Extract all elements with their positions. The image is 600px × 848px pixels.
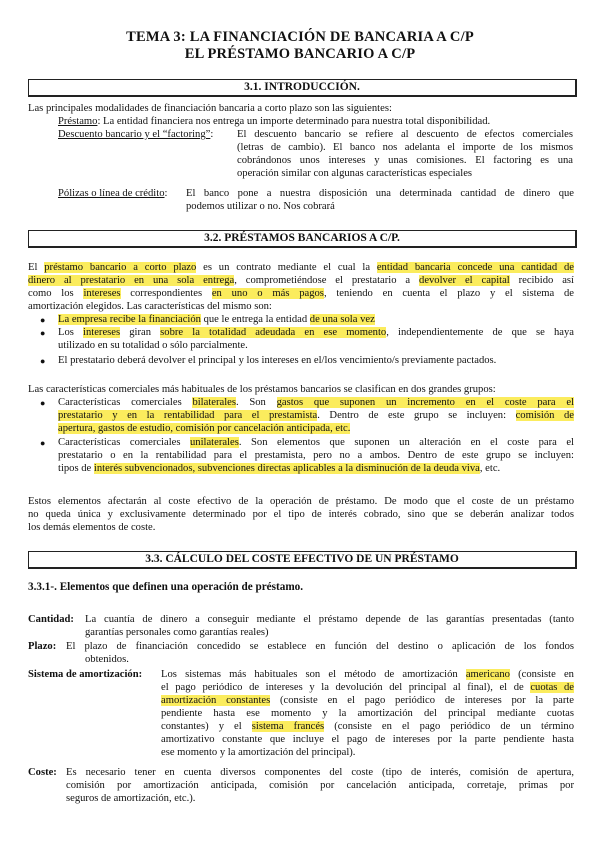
caracteristica-1: La empresa recibe la financiación que le entrega la entidad de una sola vez — [58, 314, 375, 325]
section-heading-3-2: 3.2. PRÉSTAMOS BANCARIOS A C/P. — [28, 230, 577, 248]
coste-line-3: seguros de amortización, etc.). — [66, 793, 196, 804]
grupos-intro: Las características comerciales más habituales de los préstamos bancarios se clasifican en dos grandes grupos: — [28, 384, 496, 395]
caracteristica-3: El prestatario deberá devolver el principal y los intereses en el/los vencimiento/s previamente pactados. — [58, 355, 497, 366]
coste-term: Coste: — [28, 767, 57, 778]
prestamo-paragraph-line-4: amortización elegidos. Las características del mismo son: — [28, 301, 272, 312]
section-heading-3-3: 3.3. CÁLCULO DEL COSTE EFECTIVO DE UN PRÉSTAMO — [28, 551, 577, 569]
cantidad-line-1: La cuantía de dinero a conseguir mediante el préstamo depende de las garantías presentadas (tanto — [85, 614, 574, 625]
descuento-line-4: operación similar con algunas características especiales — [237, 168, 473, 179]
subsection-heading-3-3-1: 3.3.1-. Elementos que definen una operación de préstamo. — [28, 581, 304, 593]
descuento-term: Descuento bancario y el “factoring” — [58, 129, 211, 140]
descuento-term-row: Descuento bancario y el “factoring”: — [58, 129, 214, 140]
unilaterales-line-3: tipos de interés subvencionados, subvenciones directas aplicables a la disminución de la deuda viva, etc. — [58, 463, 501, 474]
bullet-icon: ● — [40, 398, 46, 408]
sistema-line-6: amortizativo constante que incluye el pago de intereses por la parte pendiente hasta — [161, 734, 574, 745]
sistema-line-4: pendiente hasta ese momento y la amortización del principal mediante cuotas — [161, 708, 574, 719]
bullet-icon: ● — [40, 328, 46, 338]
prestamo-paragraph-line-3: como los intereses correspondientes en uno o más pagos, teniendo en cuenta el plazo y el sistema de — [28, 288, 574, 299]
sistema-line-1: Los sistemas más habituales son el método de amortización americano (consiste en — [161, 669, 574, 680]
descuento-line-1: El descuento bancario se refiere al descuento de efectos comerciales — [237, 129, 573, 140]
polizas-term-row: Pólizas o línea de crédito: — [58, 188, 168, 199]
unilaterales-line-2: prestatario o en la rentabilidad para el prestamista, pero no a ambos. Dentro de este grupo se incluyen: — [58, 450, 574, 461]
prestamo-paragraph-line-1: El préstamo bancario a corto plazo es un contrato mediante el cual la entidad bancaria concede una cantidad de — [28, 262, 574, 273]
sistema-line-3: amortización constantes (consiste en el pago periódico de intereses por la parte — [161, 695, 574, 706]
page-subtitle: EL PRÉSTAMO BANCARIO A C/P — [184, 46, 416, 62]
page-title: TEMA 3: LA FINANCIACIÓN DE BANCARIA A C/P — [126, 29, 474, 45]
coste-paragraph-line-1: Estos elementos afectarán al coste efectivo de la operación de préstamo. De modo que el coste de un préstamo — [28, 496, 574, 507]
prestamo-item — [58, 115, 490, 128]
caracteristica-2-line-1: Los intereses giran sobre la totalidad adeudada en ese momento, independientemente de que se haya — [58, 327, 574, 338]
coste-line-1: Es necesario tener en cuenta diversos componentes del coste (tipo de interés, comisión de apertura, — [66, 767, 574, 778]
coste-paragraph-line-2: no queda única y exclusivamente determinado por el tipo de interés cobrado, sino que se deberán analizar todos — [28, 509, 574, 520]
bullet-icon: ● — [40, 315, 46, 325]
bilaterales-line-3: apertura, gastos de estudio, comisión por cancelación anticipada, etc. — [58, 423, 351, 434]
plazo-line-1: El plazo de financiación concedido se establece en función del destino o aplicación de los fondos — [66, 641, 574, 652]
bullet-icon: ● — [40, 356, 46, 366]
polizas-term: Pólizas o línea de crédito — [58, 188, 165, 199]
polizas-line-2: podemos utilizar o no. Nos cobrará — [186, 201, 335, 212]
bilaterales-line-1: Características comerciales bilaterales. Son gastos que suponen un incremento en el coste para el — [58, 397, 574, 408]
sistema-line-7: ese momento y la amortización del principal). — [161, 747, 356, 758]
cantidad-line-2: garantías personales como garantías reales) — [85, 627, 269, 638]
descuento-line-3: cobrándonos unos intereses y unas comisiones. El factoring es una — [237, 155, 573, 166]
sistema-term: Sistema de amortización: — [28, 669, 143, 680]
intro-paragraph: Las principales modalidades de financiación bancaria a corto plazo son las siguientes: — [28, 103, 392, 114]
coste-paragraph-line-3: los demás elementos de coste. — [28, 522, 156, 533]
sistema-line-5: constantes) y el sistema francés (consiste en el pago periódico de un término — [161, 721, 574, 732]
caracteristica-2-line-2: utilizado en su totalidad o sólo parcialmente. — [58, 340, 248, 351]
section-heading-3-1: 3.1. INTRODUCCIÓN. — [28, 79, 577, 97]
prestamo-term: Préstamo — [58, 116, 98, 127]
bullet-icon: ● — [40, 438, 46, 448]
plazo-term: Plazo: — [28, 641, 57, 652]
sistema-line-2: el pago periódico de intereses y la devolución del principal al final), el de cuotas de — [161, 682, 574, 693]
bilaterales-line-2: prestatario y en la rentabilidad para el prestamista. Dentro de este grupo se incluyen: comisión de — [58, 410, 574, 421]
polizas-line-1: El banco pone a nuestra disposición una determinada cantidad de dinero que — [186, 188, 574, 199]
coste-line-2: comisión por amortización anticipada, comisión por cancelación anticipada, corretaje, primas por — [66, 780, 574, 791]
prestamo-text: : La entidad financiera nos entrega un importe determinado para nuestra total disponibilidad. — [97, 116, 491, 127]
unilaterales-line-1: Características comerciales unilaterales. Son elementos que suponen un alteración en el coste para el — [58, 437, 574, 448]
descuento-line-2: (letras de cambio). El banco nos adelanta el importe de los mismos — [237, 142, 573, 153]
prestamo-paragraph-line-2: dinero al prestatario en una sola entrega, comprometiéndose el prestatario a devolver el capital recibido así — [28, 275, 574, 286]
plazo-line-2: obtenidos. — [85, 654, 129, 665]
cantidad-term: Cantidad: — [28, 614, 74, 625]
